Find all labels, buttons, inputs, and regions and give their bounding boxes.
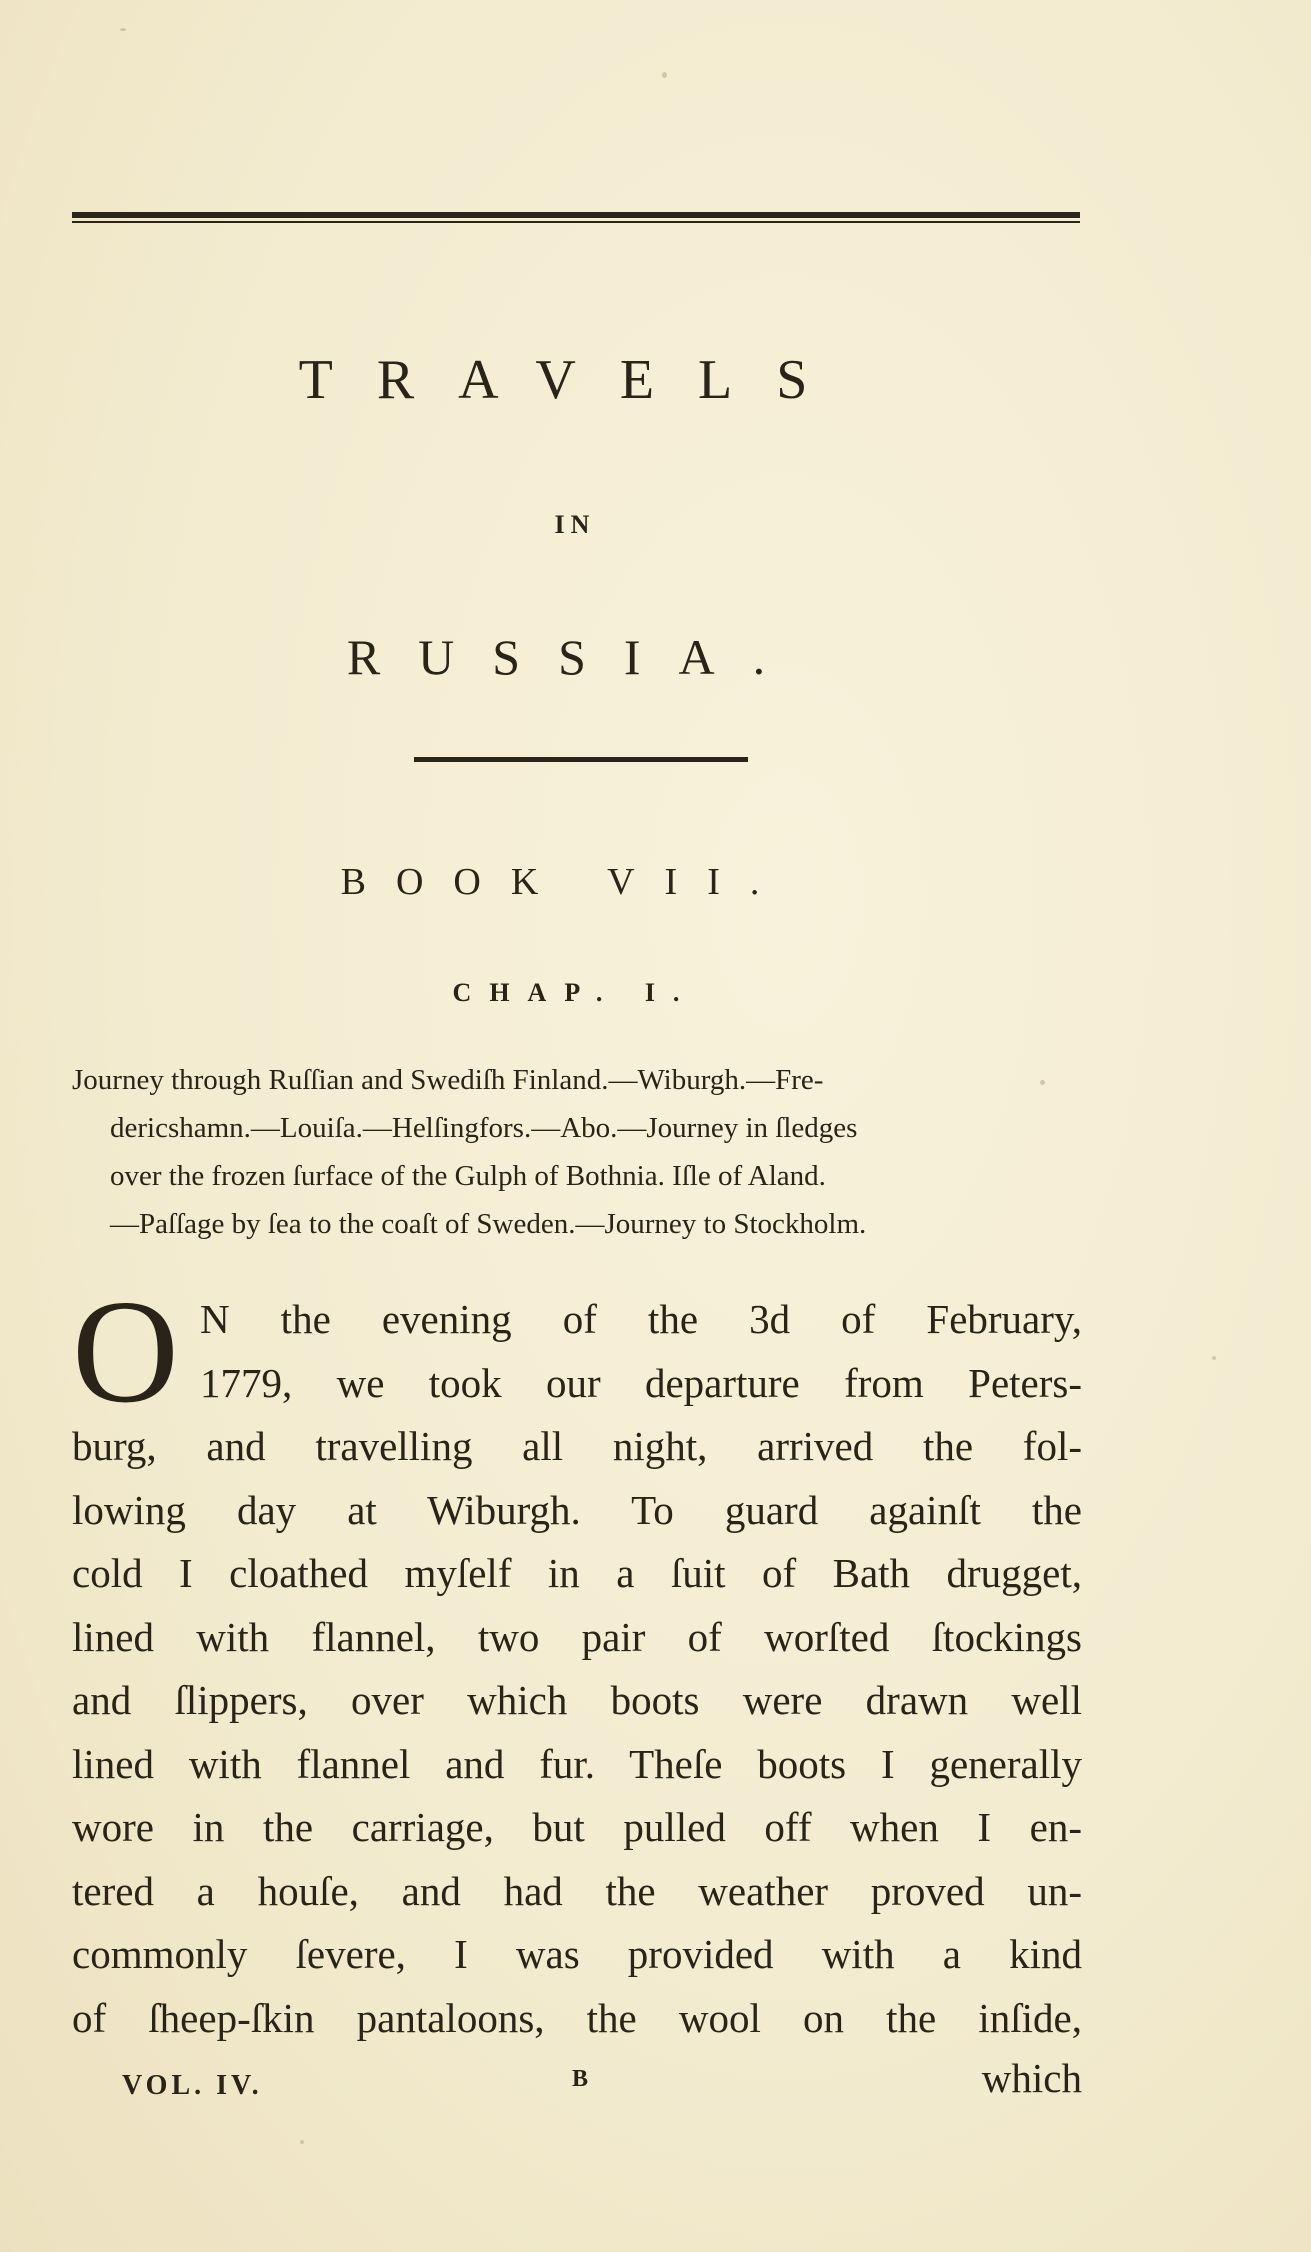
section-rule <box>414 757 748 762</box>
paper-speck <box>120 28 126 31</box>
drop-cap: O <box>72 1270 179 1434</box>
summary-line: Journey through Ruſſian and Swediſh Finland.—Wiburgh.—Fre- <box>72 1064 824 1096</box>
body-line: 1779, we took our departure from Peters- <box>200 1359 1082 1406</box>
body-line: N the evening of the 3d of February, <box>200 1296 1082 1342</box>
body-line: lowing day at Wiburgh. To guard againſt the <box>72 1486 1082 1533</box>
body-line: burg, and travelling all night, arrived the fol- <box>72 1423 1082 1469</box>
book-title: TRAVELS <box>298 349 852 411</box>
paper-speck <box>1212 1356 1216 1360</box>
body-line: wore in the carriage, but pulled off when I en- <box>72 1804 1082 1850</box>
summary-line: dericshamn.—Louiſa.—Helſingfors.—Abo.—Journey in ſledges <box>110 1112 858 1144</box>
body-line: lined with flannel, two pair of worſted ſtockings <box>72 1613 1082 1660</box>
signature-mark: B <box>572 2066 589 2092</box>
paper-speck <box>662 72 667 78</box>
body-line: tered a houſe, and had the weather proved un- <box>72 1867 1082 1914</box>
body-paragraph <box>72 1270 1082 2050</box>
body-line: commonly ſevere, I was provided with a kind <box>72 1931 1082 1977</box>
summary-line: —Paſſage by ſea to the coaſt of Sweden.—Journey to Stockholm. <box>110 1208 867 1240</box>
chapter-summary <box>72 1056 1082 1248</box>
chapter-number: CHAP. I. <box>452 978 698 1007</box>
paper-speck <box>300 2140 304 2144</box>
body-line: and ſlippers, over which boots were drawn well <box>72 1677 1082 1723</box>
body-line: cold I cloathed myſelf in a ſuit of Bath drugget, <box>72 1550 1082 1596</box>
catchword: which <box>981 2055 1082 2101</box>
page-footer <box>72 2055 1082 2108</box>
body-line: of ſheep-ſkin pantaloons, the wool on the inſide, <box>72 1994 1082 2041</box>
title-country: RUSSIA. <box>346 629 804 685</box>
book-number: BOOK VII. <box>340 861 790 903</box>
summary-line: over the frozen ſurface of the Gulph of Bothnia. Iſle of Aland. <box>110 1160 826 1192</box>
header-double-rule <box>72 212 1080 224</box>
body-line: lined with flannel and fur. Theſe boots I generally <box>72 1740 1082 1787</box>
title-preposition: IN <box>554 510 596 539</box>
volume-number: VOL. IV. <box>122 2070 263 2101</box>
